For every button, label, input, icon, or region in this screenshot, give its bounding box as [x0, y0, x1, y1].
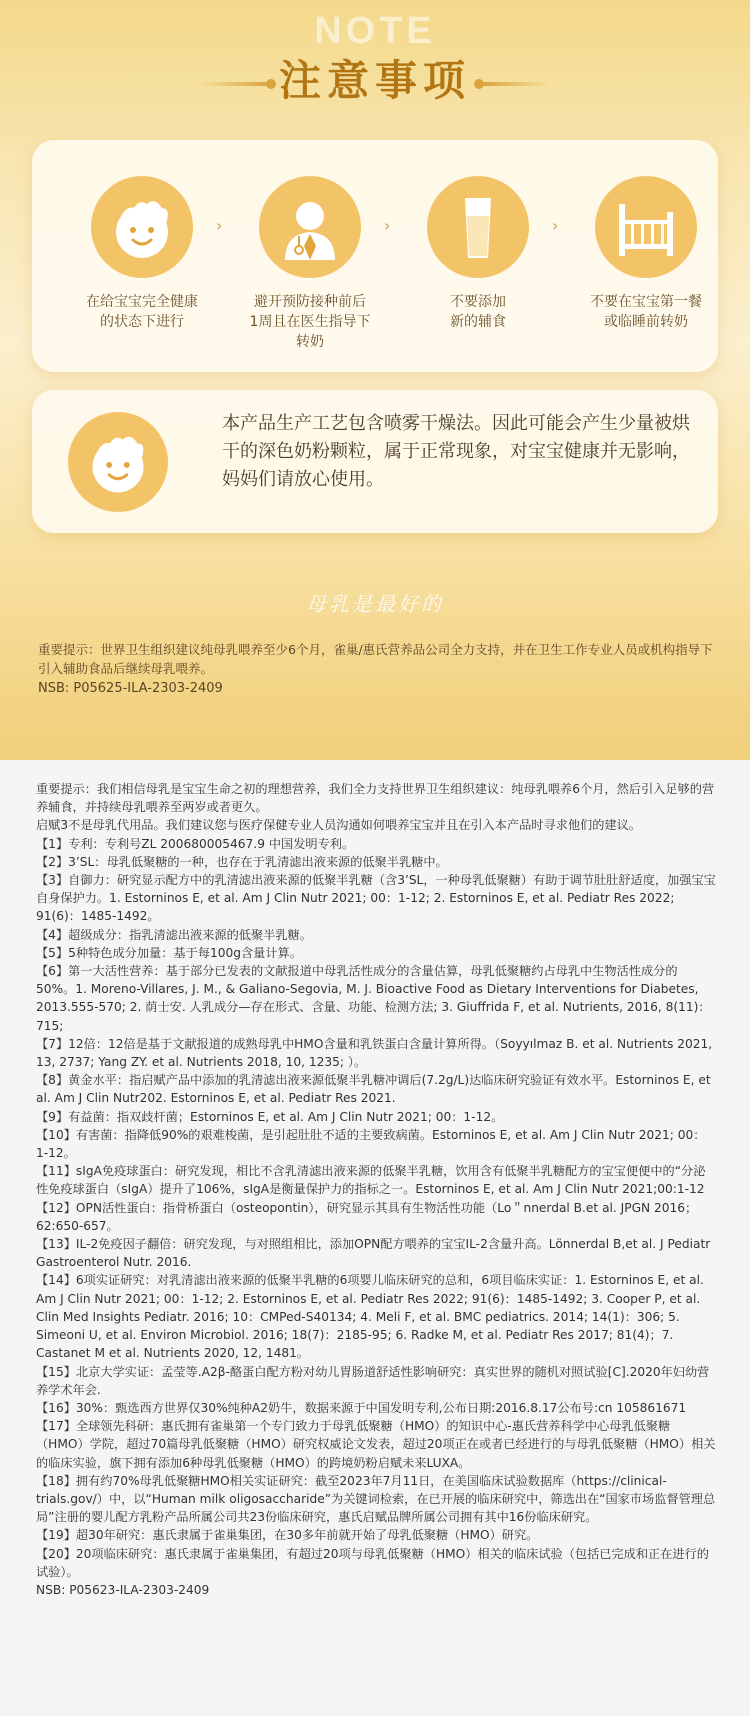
- references-list: [36, 780, 716, 1599]
- reference-item: NSB: P05623-ILA-2303-2409: [36, 1582, 210, 1597]
- reference-item: 【1】专利：专利号ZL 200680005467.9 中国发明专利。: [36, 836, 355, 851]
- doctor-icon: [259, 176, 361, 278]
- reference-item: 【16】30%：甄选西方世界仅30%纯种A2奶牛，数据来源于中国发明专利,公布日期:2016.8.17公布号:cn 105861671: [36, 1400, 687, 1415]
- step-3-caption: 不要添加 新的辅食: [450, 294, 506, 330]
- reference-item: 【3】自御力：研究显示配方中的乳清滤出液来源的低聚半乳糖（含3’SL，一种母乳低聚糖）有助于调节肚肚舒适度，加强宝宝自身保护力。1. Estorninos E, et al. Am J Clin Nutr 2021; 00：1-12; 2. Estorninos E, et al. Pediatr Res 2022; 91(6)：1485-1492。: [36, 873, 716, 924]
- reference-item: 【8】黄金水平：指启赋产品中添加的乳清滤出液来源低聚半乳糖冲调后(7.2g/L)达临床研究验证有效水平。Estorninos E, et al. Am J Clin Nutr202. Estorninos E, et al. Pediatr Res 2021.: [36, 1073, 711, 1106]
- reference-item: 【14】6项实证研究：对乳清滤出液来源的低聚半乳糖的6项婴儿临床研究的总和，6项目临床实证：1. Estorninos E, et al. Am J Clin Nutr 2021; 00：1-12; 2. Estorninos E, et al. Pediatr Res 2022; 91(6)：1485-1492; 3. Cooper P, et al. Clin Med Insights Pediatr. 2016; 10：CMPed-S40134; 4. Meli F, et al. BMC pediatrics. 2014; 14(1)：306; 5. Simeoni U, et al. Environ Microbiol. 2016; 18(7)：2185-95; 6. Radke M, et al. Pediatr Res 2017; 81(4)；7. Castanet M et al. Nutrients 2020, 12, 1481。: [36, 1273, 704, 1361]
- reference-item: 【4】超级成分：指乳清滤出液来源的低聚半乳糖。: [36, 927, 312, 942]
- steps-card: [32, 140, 718, 372]
- reference-item: 【19】超30年研究：惠氏隶属于雀巢集团，在30多年前就开始了母乳低聚糖（HMO）研究。: [36, 1528, 539, 1543]
- baby-face-icon: [91, 176, 193, 278]
- reference-item: 【11】sIgA免疫球蛋白：研究发现，相比不含乳清滤出液来源的低聚半乳糖，饮用含有低聚半乳糖配方的宝宝便便中的“分泌性免疫球蛋白（sIgA）提升了106%，sIgA是衡量保护力的指标之一。Estorninos E, et al. Am J Clin Nutr 2021;00:1-12: [36, 1164, 706, 1197]
- step-1-caption: 在给宝宝完全健康 的状态下进行: [86, 294, 198, 330]
- important-tip: [38, 640, 718, 698]
- chevron-right-icon: ›: [552, 216, 559, 235]
- reference-item: 【17】全球领先科研：惠氏拥有雀巢第一个专门致力于母乳低聚糖（HMO）的知识中心-惠氏营养科学中心母乳低聚糖（HMO）学院，超过70篇母乳低聚糖（HMO）研究权威论文发表，超过20项正在或者已经进行的与母乳低聚糖（HMO）相关的临床实验，旗下拥有添加6种母乳低聚糖（HMO）的跨境奶粉启赋未来LUXA。: [36, 1419, 716, 1470]
- reference-item: 【15】北京大学实证：孟莹等.A2β-酪蛋白配方粉对幼儿胃肠道舒适性影响研究：真实世界的随机对照试验[C].2020年妇幼营养学术年会.: [36, 1364, 710, 1397]
- step-1: [62, 176, 222, 332]
- step-4: [566, 176, 726, 332]
- step-2: [230, 176, 390, 352]
- reference-item: 重要提示：我们相信母乳是宝宝生命之初的理想营养，我们全力支持世界卫生组织建议：纯母乳喂养6个月，然后引入足够的营养辅食，并持续母乳喂养至两岁或者更久。: [36, 782, 715, 815]
- title-area: [0, 48, 750, 105]
- reference-item: 【12】OPN活性蛋白：指骨桥蛋白（osteopontin），研究显示其具有生物活性功能（Lo＂nnerdal B.et al. JPGN 2016；62:650-657。: [36, 1200, 698, 1233]
- crib-icon: [595, 176, 697, 278]
- notice-card: [32, 390, 718, 533]
- step-3: [398, 176, 558, 332]
- reference-item: 【7】12倍：12倍是基于文献报道的成熟母乳中HMO含量和乳铁蛋白含量计算所得。（Soyyılmaz B. et al. Nutrients 2021, 13, 2737; Yang ZY. et al. Nutrients 2018, 10, 1235; ）。: [36, 1036, 713, 1070]
- step-2-caption: 避开预防接种前后 1周且在医生指导下 转奶: [249, 294, 371, 350]
- slogan: 母乳是最好的: [306, 592, 444, 616]
- note-watermark: NOTE: [314, 10, 436, 52]
- notice-text: 本产品生产工艺包含喷雾干燥法。因此可能会产生少量被烘干的深色奶粉颗粒，属于正常现象，对宝宝健康并无影响，妈妈们请放心使用。: [222, 413, 690, 490]
- step-4-caption: 不要在宝宝第一餐 或临睡前转奶: [590, 294, 702, 330]
- glass-icon: [427, 176, 529, 278]
- reference-item: 【5】5种特色成分加量：基于每100g含量计算。: [36, 945, 302, 960]
- chevron-right-icon: ›: [384, 216, 391, 235]
- reference-item: 【2】3’SL：母乳低聚糖的一种，也存在于乳清滤出液来源的低聚半乳糖中。: [36, 854, 448, 869]
- reference-item: 【18】拥有约70%母乳低聚糖HMO相关实证研究：截至2023年7月11日，在美国临床试验数据库（https://clinical-trials.gov/）中，以“Human milk oligosaccharide”为关键词检索，在已开展的临床研究中，筛选出在“国家市场监督管理总局”注册的婴儿配方乳粉产品所属公司共23份临床研究，惠氏启赋品牌所属公司拥有其中16份临床研究。: [36, 1473, 716, 1525]
- reference-item: 【20】20项临床研究：惠氏隶属于雀巢集团，有超过20项与母乳低聚糖（HMO）相关的临床试验（包括已完成和正在进行的试验）。: [36, 1546, 709, 1579]
- page-title: 注意事项: [278, 56, 471, 105]
- tip-text: 重要提示：世界卫生组织建议纯母乳喂养至少6个月，雀巢/惠氏营养品公司全力支持，并在卫生工作专业人员或机构指导下引入辅助食品后继续母乳喂养。: [38, 642, 713, 676]
- reference-item: 【6】第一大活性营养：基于部分已发表的文献报道中母乳活性成分的含量估算，母乳低聚糖约占母乳中生物活性成分的50%。1. Moreno-Villares, J. M., & Galiano-Segovia, M. J. Bioactive Food as Dietary Interventions for Diabetes, 2013.555-570; 2. 荫士安. 人乳成分—存在形式、含量、功能、检测方法; 3. Giuffrida F, et al. Nutrients, 2016, 8(11)：715;: [36, 964, 711, 1033]
- reference-item: 启赋3不是母乳代用品。我们建议您与医疗保健专业人员沟通如何喂养宝宝并且在引入本产品时寻求他们的建议。: [36, 818, 641, 833]
- reference-item: 【10】有害菌：指降低90%的艰难梭菌，是引起肚肚不适的主要致病菌。Estorninos E, et al. Am J Clin Nutr 2021; 00：1-12。: [36, 1127, 706, 1161]
- chevron-right-icon: ›: [216, 216, 223, 235]
- tip-nsb: NSB: P05625-ILA-2303-2409: [38, 681, 223, 696]
- reference-item: 【13】IL-2免疫因子翻倍：研究发现，与对照组相比，添加OPN配方喂养的宝宝IL-2含量升高。Lönnerdal B,et al. J Pediatr Gastroenterol Nutr. 2016.: [36, 1237, 711, 1270]
- reference-item: 【9】有益菌：指双歧杆菌；Estorninos E, et al. Am J Clin Nutr 2021; 00：1-12。: [36, 1109, 504, 1124]
- baby-face-icon: [68, 412, 168, 512]
